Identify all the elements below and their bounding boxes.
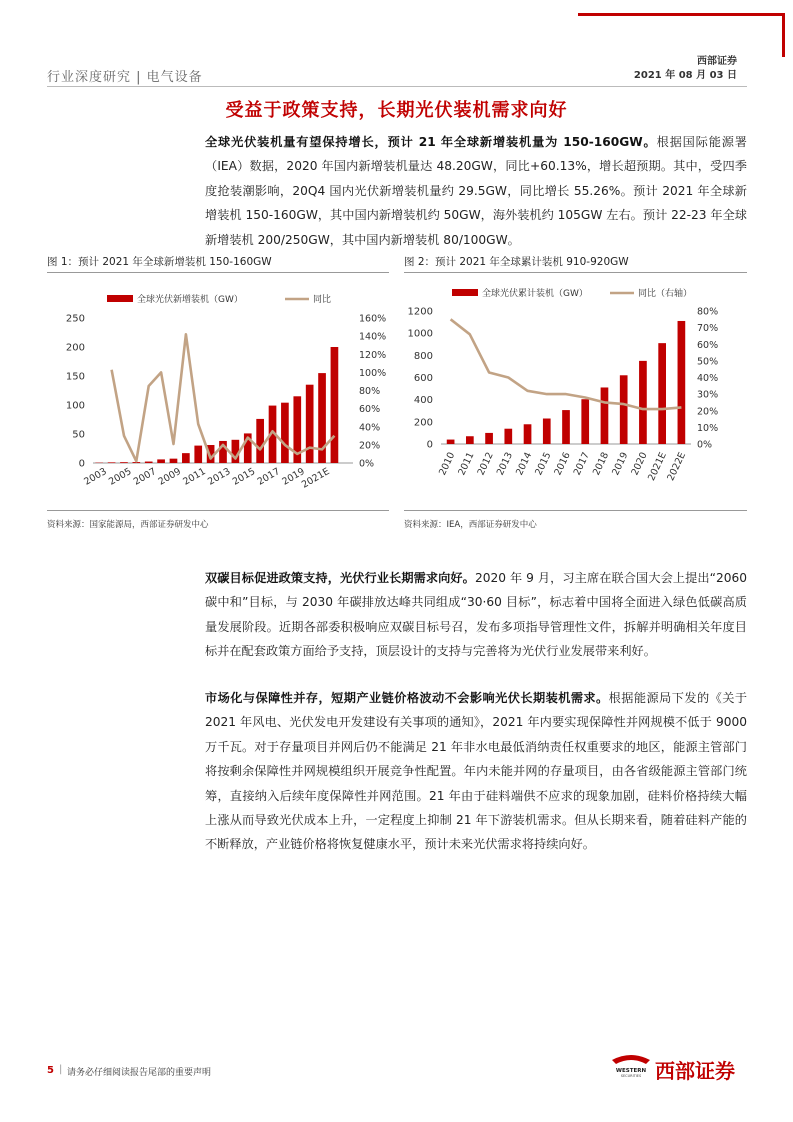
x-axis-tick-label: 2007 [131,466,159,488]
bar [466,436,474,444]
header-brand: 西部证券 [697,56,737,67]
figure-1-bottom-rule [47,510,389,511]
x-axis-tick-label: 2009 [156,466,183,488]
bar [601,387,609,444]
paragraph-3 [205,686,747,857]
legend-bar-label: 全球光伏新增装机（GW） [137,295,243,305]
right-axis-tick-label: 10% [697,422,719,434]
bar [678,321,686,444]
paragraph-2-body: 2020 年 9 月，习主席在联合国大会上提出“2060 碳中和”目标，与 2030 年碳排放达峰共同组成“30·60 目标”，标志着中国将全面进入绿色低碳高质量发展阶段。近期各部委积极响应双碳目标号召，发布多项指导管理性文件，拆解并明确相关年度目标并在配套政策方面给予支持，顶层设计的支持与完善将为光伏行业发展带来利好。 [205,571,748,659]
right-axis-tick-label: 140% [359,331,387,343]
right-axis-tick-label: 80% [359,386,381,397]
x-axis-tick-label: 2013 [206,466,233,488]
left-axis-tick-label: 400 [413,395,433,407]
paragraph-3-lead: 市场化与保障性并存，短期产业链价格波动不会影响光伏长期装机需求。 [205,691,609,705]
paragraph-1-body: 根据国际能源署（IEA）数据，2020 年国内新增装机量达 48.20GW，同比+60.13%，增长超预期。其中，受四季度抢装潮影响，20Q4 国内光伏新增装机量约 29.5GW，同比增长 55.26%。预计 2021 年全球新增装机 150-160GW，其中国内新增装机约 50GW，海外装机约 105GW 左右。预计 22-23 年全球新增装机 200/250GW，其中国内新增装机 80/100GW。 [205,135,747,247]
report-date: 2021 年 08 月 03 日 [633,70,737,81]
left-axis-tick-label: 200 [65,342,85,354]
x-axis-tick-label: 2011 [181,466,208,488]
x-axis-tick-label: 2016 [552,450,573,478]
figure-2-bottom-rule [404,510,747,511]
right-axis-tick-label: 20% [359,440,381,452]
bar [306,385,314,463]
x-axis-tick-label: 2017 [571,450,592,478]
company-logo [608,1052,654,1078]
report-category: 行业深度研究 | 电气设备 [47,70,203,85]
x-axis-tick-label: 2003 [82,466,109,488]
left-axis-tick-label: 150 [65,371,85,383]
left-axis-tick-label: 0 [426,439,433,451]
right-axis-tick-label: 0% [697,439,713,451]
paragraph-1-lead: 全球光伏装机量有望保持增长，预计 21 年全球新增装机量为 150-160GW。 [205,135,657,149]
figure-2-chart [404,276,749,508]
page-number: 5 [47,1065,54,1076]
paragraph-2 [205,566,747,664]
bar [256,419,264,463]
right-axis-tick-label: 60% [697,339,719,351]
footer-disclaimer: 请务必仔细阅读报告尾部的重要声明 [67,1068,212,1078]
header-divider [47,86,747,87]
bar [658,343,666,444]
left-axis-tick-label: 1200 [407,306,433,318]
bar [170,459,178,463]
legend-bar-swatch [452,289,478,296]
x-axis-tick-label: 2012 [475,450,496,478]
left-axis-tick-label: 100 [65,400,85,412]
right-axis-tick-label: 70% [697,323,719,335]
legend-line-label: 同比（右轴） [638,289,693,299]
page-title: 受益于政策支持，长期光伏装机需求向好 [225,100,568,121]
bar [524,424,532,444]
logo-text-en: WESTERN [615,1068,647,1074]
paragraph-3-body: 根据能源局下发的《关于 2021 年风电、光伏发电开发建设有关事项的通知》，2021 年内要实现保障性并网规模不低于 9000 万千瓦。对于存量项目并网后仍不能满足 21 年非水电最低消纳责任权重要求的地区，能源主管部门将按剩余保障性并网规模组织开展竞争性配置。年内未能并网的存量项目，由各省级能源主管部门统筹，直接纳入后续年度保障性并网范围。21 年由于硅料端供不应求的现象加剧，硅料价格持续大幅上涨从而导致光伏成本上升，一定程度上抑制 21 年下游装机需求。但从长期来看，随着硅料产能的不断释放，产业链价格将恢复健康水平，预计未来光伏需求将持续向好。 [205,691,748,852]
x-axis-tick-label: 2013 [494,450,516,478]
bar [620,375,628,444]
x-axis-tick-label: 2014 [514,450,535,478]
paragraph-1 [205,130,747,252]
x-axis-tick-label: 2021E [299,466,332,491]
corner-decoration [578,13,785,16]
left-axis-tick-label: 600 [413,373,433,384]
left-axis-tick-label: 0 [78,458,85,470]
figure-2-source: 资料来源：IEA，西部证券研发中心 [404,520,537,530]
yoy-line [451,319,682,409]
bar [504,429,512,444]
bar [639,361,647,444]
x-axis-tick-label: 2019 [280,466,307,488]
bar [281,403,289,463]
right-axis-tick-label: 40% [697,373,719,384]
right-axis-tick-label: 30% [697,389,719,401]
x-axis-tick-label: 2017 [255,466,283,488]
x-axis-tick-label: 2005 [107,466,134,488]
bar [581,399,589,444]
x-axis-tick-label: 2015 [230,466,258,488]
x-axis-tick-label: 2021E [646,450,669,483]
right-axis-tick-label: 80% [697,306,719,318]
right-axis-tick-label: 160% [359,313,387,325]
legend-line-label: 同比 [313,295,332,305]
bar [194,446,202,463]
bar [157,459,165,463]
left-axis-tick-label: 1000 [407,328,433,340]
footer-brand: 西部证券 [655,1059,735,1083]
right-axis-tick-label: 0% [359,458,375,470]
legend-bar-swatch [107,295,133,302]
bar [145,462,153,463]
figure-1-top-rule [47,272,389,273]
left-axis-tick-label: 250 [65,313,85,325]
x-axis-tick-label: 2020 [629,450,650,478]
left-axis-tick-label: 50 [72,429,85,441]
bar [108,462,116,463]
legend-bar-label: 全球光伏累计装机（GW） [482,289,588,299]
corner-decoration-side [782,13,785,57]
bar [543,419,551,444]
bar [182,453,190,463]
x-axis-tick-label: 2011 [456,450,477,478]
footer-separator: | [59,1064,63,1075]
right-axis-tick-label: 60% [359,404,381,416]
figure-1-title: 图 1：预计 2021 年全球新增装机 150-160GW [47,256,272,268]
right-axis-tick-label: 20% [697,406,719,418]
right-axis-tick-label: 50% [697,356,719,368]
left-axis-tick-label: 200 [413,417,433,429]
figure-1-source: 资料来源：国家能源局，西部证券研发中心 [47,520,209,530]
x-axis-tick-label: 2010 [437,450,458,478]
paragraph-2-lead: 双碳目标促进政策支持，光伏行业长期需求向好。 [205,571,475,585]
bar [485,433,493,444]
bar [562,410,570,444]
left-axis-tick-label: 800 [413,350,433,362]
right-axis-tick-label: 120% [359,349,387,361]
x-axis-tick-label: 2019 [610,450,631,478]
x-axis-tick-label: 2022E [665,450,689,483]
x-axis-tick-label: 2018 [590,450,612,478]
logo-text-en-sub: SECURITIES [620,1074,642,1078]
bar [120,462,128,463]
x-axis-tick-label: 2015 [533,450,554,478]
bar [447,440,455,444]
figure-2-title: 图 2：预计 2021 年全球累计装机 910-920GW [404,256,629,268]
logo-emblem-icon [612,1055,650,1064]
bar [331,347,339,463]
right-axis-tick-label: 40% [359,422,381,434]
figure-2-top-rule [404,272,747,273]
right-axis-tick-label: 100% [359,367,387,379]
figure-1-chart [47,276,392,508]
